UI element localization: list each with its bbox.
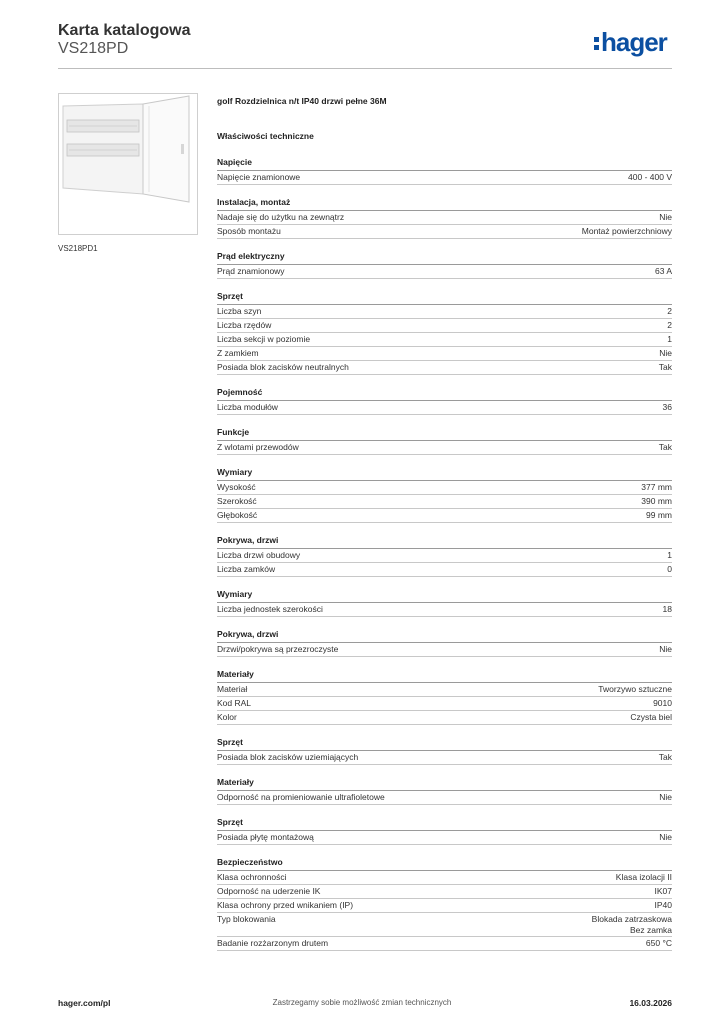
- spec-value-line: 650 °C: [645, 938, 672, 948]
- spec-label: Kolor: [217, 712, 237, 722]
- spec-label: Liczba jednostek szerokości: [217, 604, 323, 614]
- spec-row: [217, 549, 672, 563]
- spec-value: [659, 831, 672, 844]
- spec-row: [217, 643, 672, 657]
- section-heading: Wymiary: [217, 589, 672, 603]
- section-heading: Sprzęt: [217, 291, 672, 305]
- spec-value: [592, 914, 672, 936]
- spec-value: [667, 305, 672, 318]
- spec-sections: [217, 157, 672, 951]
- spec-section: [217, 589, 672, 617]
- spec-value: [653, 697, 672, 710]
- spec-value: [659, 347, 672, 360]
- section-heading: Sprzęt: [217, 737, 672, 751]
- enclosure-illustration-icon: [59, 94, 197, 234]
- spec-value: [630, 711, 672, 724]
- footer-website-link[interactable]: hager.com/pl: [58, 998, 111, 1008]
- spec-section: [217, 629, 672, 657]
- spec-value: [582, 225, 672, 238]
- spec-label: Liczba szyn: [217, 306, 262, 316]
- spec-section: [217, 467, 672, 523]
- section-heading: Wymiary: [217, 467, 672, 481]
- spec-value: [667, 319, 672, 332]
- spec-label: Z zamkiem: [217, 348, 259, 358]
- spec-value-line: Tak: [658, 362, 672, 372]
- spec-value-line: 36: [662, 402, 672, 412]
- spec-value-line: Nie: [659, 212, 672, 222]
- spec-value: [663, 603, 672, 616]
- spec-label: Posiada blok zacisków neutralnych: [217, 362, 349, 372]
- spec-row: [217, 211, 672, 225]
- spec-label: Odporność na promieniowanie ultrafioletowe: [217, 792, 385, 802]
- spec-value-line: 63 A: [654, 266, 672, 276]
- spec-value-line: 2: [667, 320, 672, 330]
- spec-label: Klasa ochrony przed wnikaniem (IP): [217, 900, 354, 910]
- spec-label: Liczba rzędów: [217, 320, 272, 330]
- spec-value-line: Nie: [659, 792, 672, 802]
- spec-row: [217, 361, 672, 375]
- image-caption: VS218PD1: [58, 244, 98, 253]
- document-title: Karta katalogowa: [58, 22, 191, 39]
- spec-label: Z wlotami przewodów: [217, 442, 299, 452]
- spec-value-line: 377 mm: [641, 482, 672, 492]
- spec-value: [663, 401, 672, 414]
- spec-section: [217, 157, 672, 185]
- spec-value-line: 1: [667, 550, 672, 560]
- spec-row: [217, 319, 672, 333]
- spec-value-line: 9010: [653, 698, 672, 708]
- spec-row: [217, 509, 672, 523]
- spec-content: [217, 96, 672, 951]
- spec-value-line: 1: [667, 334, 672, 344]
- spec-value: [659, 791, 672, 804]
- spec-value: [641, 481, 672, 494]
- spec-label: Drzwi/pokrywa są przezroczyste: [217, 644, 339, 654]
- section-heading: Sprzęt: [217, 817, 672, 831]
- spec-value-line: IK07: [654, 886, 672, 896]
- product-title: golf Rozdzielnica n/t IP40 drzwi pełne 36M: [217, 96, 387, 106]
- spec-row: [217, 441, 672, 455]
- spec-label: Sposób montażu: [217, 226, 281, 236]
- spec-section: [217, 669, 672, 725]
- spec-row: [217, 171, 672, 185]
- spec-label: Odporność na uderzenie IK: [217, 886, 321, 896]
- spec-value-line: 99 mm: [646, 510, 672, 520]
- section-heading: Funkcje: [217, 427, 672, 441]
- spec-section: [217, 427, 672, 455]
- spec-row: [217, 563, 672, 577]
- spec-label: Napięcie znamionowe: [217, 172, 301, 182]
- spec-label: Posiada płytę montażową: [217, 832, 314, 842]
- section-heading: Bezpieczeństwo: [217, 857, 672, 871]
- spec-value: [659, 361, 672, 374]
- spec-section: [217, 197, 672, 239]
- spec-value: [628, 171, 672, 184]
- spec-value: [646, 509, 672, 522]
- section-heading: Materiały: [217, 777, 672, 791]
- spec-value-line: Bez zamka: [629, 925, 672, 935]
- spec-value-line: Tak: [658, 752, 672, 762]
- spec-value: [655, 265, 672, 278]
- hager-logo[interactable]: [594, 27, 667, 58]
- spec-value: [655, 885, 673, 898]
- spec-section: [217, 251, 672, 279]
- spec-label: Liczba modułów: [217, 402, 278, 412]
- spec-row: [217, 305, 672, 319]
- section-heading: Instalacja, montaż: [217, 197, 672, 211]
- spec-label: Typ blokowania: [217, 914, 276, 924]
- logo-text: hager: [601, 27, 667, 57]
- spec-value: [598, 683, 672, 696]
- spec-value: [659, 751, 672, 764]
- spec-row: [217, 333, 672, 347]
- section-heading: Napięcie: [217, 157, 672, 171]
- product-code: VS218PD: [58, 40, 129, 57]
- spec-value: [667, 333, 672, 346]
- spec-value-line: 400 - 400 V: [628, 172, 672, 182]
- spec-value-line: 2: [667, 306, 672, 316]
- properties-heading: Właściwości techniczne: [217, 131, 314, 141]
- footer-date: 16.03.2026: [629, 998, 672, 1008]
- spec-value-line: Czysta biel: [630, 712, 672, 722]
- spec-value-line: Klasa izolacji II: [615, 872, 672, 882]
- spec-label: Badanie rozżarzonym drutem: [217, 938, 329, 948]
- spec-row: [217, 831, 672, 845]
- spec-section: [217, 737, 672, 765]
- spec-row: [217, 885, 672, 899]
- product-image: [58, 93, 198, 235]
- spec-row: [217, 697, 672, 711]
- spec-section: [217, 535, 672, 577]
- spec-value: [655, 899, 673, 912]
- spec-value: [659, 643, 672, 656]
- spec-section: [217, 387, 672, 415]
- spec-label: Liczba zamków: [217, 564, 276, 574]
- spec-row: [217, 683, 672, 697]
- spec-label: Materiał: [217, 684, 248, 694]
- spec-value: [667, 563, 672, 576]
- spec-value: [659, 441, 672, 454]
- spec-row: [217, 899, 672, 913]
- spec-row: [217, 711, 672, 725]
- spec-value-line: Nie: [659, 348, 672, 358]
- spec-row: [217, 265, 672, 279]
- section-heading: Pokrywa, drzwi: [217, 629, 672, 643]
- spec-value-line: 390 mm: [641, 496, 672, 506]
- spec-section: [217, 817, 672, 845]
- spec-section: [217, 857, 672, 951]
- spec-value: [646, 937, 672, 950]
- spec-row: [217, 751, 672, 765]
- spec-label: Szerokość: [217, 496, 257, 506]
- footer-disclaimer: Zastrzegamy sobie możliwość zmian technicznych: [272, 998, 452, 1007]
- spec-label: Liczba drzwi obudowy: [217, 550, 301, 560]
- spec-row: [217, 347, 672, 361]
- spec-row: [217, 225, 672, 239]
- section-heading: Materiały: [217, 669, 672, 683]
- spec-value-line: Nie: [659, 832, 672, 842]
- spec-value: [641, 495, 672, 508]
- spec-label: Liczba sekcji w poziomie: [217, 334, 311, 344]
- spec-section: [217, 777, 672, 805]
- spec-value: [616, 871, 672, 884]
- section-heading: Pokrywa, drzwi: [217, 535, 672, 549]
- spec-row: [217, 603, 672, 617]
- spec-row: [217, 481, 672, 495]
- spec-row: [217, 871, 672, 885]
- spec-label: Posiada blok zacisków uziemiających: [217, 752, 359, 762]
- header-divider: [58, 68, 672, 69]
- spec-value: [659, 211, 672, 224]
- spec-value-line: 0: [667, 564, 672, 574]
- spec-label: Nadaje się do użytku na zewnątrz: [217, 212, 345, 222]
- spec-value-line: Blokada zatrzaskowa: [591, 914, 672, 924]
- spec-value-line: Tak: [658, 442, 672, 452]
- spec-row: [217, 495, 672, 509]
- spec-label: Głębokość: [217, 510, 258, 520]
- spec-row: [217, 401, 672, 415]
- logo-dots-icon: [594, 33, 600, 52]
- spec-value-line: Nie: [659, 644, 672, 654]
- spec-label: Wysokość: [217, 482, 256, 492]
- section-heading: Prąd elektryczny: [217, 251, 672, 265]
- spec-value-line: Tworzywo sztuczne: [598, 684, 672, 694]
- spec-value-line: 18: [662, 604, 672, 614]
- spec-label: Klasa ochronności: [217, 872, 287, 882]
- spec-row: [217, 791, 672, 805]
- spec-section: [217, 291, 672, 375]
- spec-label: Prąd znamionowy: [217, 266, 285, 276]
- spec-value-line: IP40: [654, 900, 672, 910]
- spec-label: Kod RAL: [217, 698, 252, 708]
- spec-value-line: Montaż powierzchniowy: [581, 226, 672, 236]
- spec-value: [667, 549, 672, 562]
- spec-row: [217, 913, 672, 937]
- spec-row: [217, 937, 672, 951]
- section-heading: Pojemność: [217, 387, 672, 401]
